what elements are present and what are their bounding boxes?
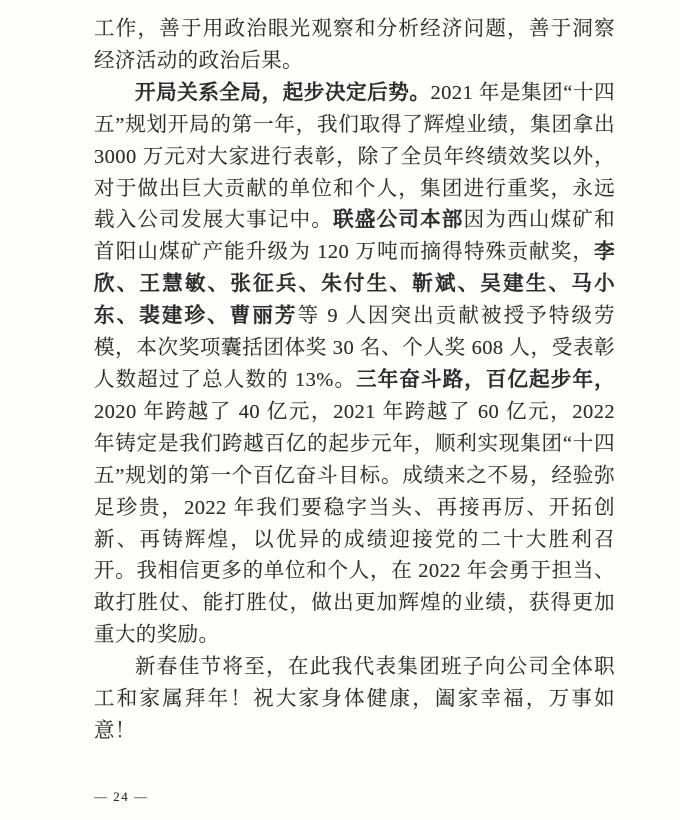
- text-segment: 因为西山煤矿和首阳山煤矿产能升级为 120 万吨而摘得特殊贡献奖，: [94, 209, 615, 264]
- text-segment: 2021 年是集团“十四五”规划开局的第一年，我们取得了辉煌业绩，集团拿出 3000 万元对大家进行表彰，除了全员年终绩效奖以外，对于做出巨大贡献的单位和个人，集团进行重奖，永远载入公司发展大事记中。: [94, 81, 615, 232]
- document-body: [94, 14, 615, 748]
- page-number: — 24 —: [94, 789, 149, 804]
- text-segment-bold-company: 联盛公司本部: [333, 209, 464, 232]
- text-segment-bold-names: 李欣、王慧敏、张征兵、朱付生、靳斌、吴建生、马小东、裴建珍、曹丽芳: [94, 241, 615, 328]
- text-segment: 新春佳节将至，在此我代表集团班子向公司全体职工和家属拜年！祝大家身体健康，阖家幸福，万事如意！: [94, 656, 615, 742]
- text-segment-bold-slogan: 三年奋斗路，百亿起步年，: [356, 368, 615, 391]
- text-segment: 等 9 人因突出贡献被授予特级劳模，本次奖项囊括团体奖 30 名、个人奖 608 人，受表彰人数超过了总人数的 13%。: [94, 305, 615, 391]
- paragraph-main: [94, 78, 615, 652]
- text-segment: 2020 年跨越了 40 亿元，2021 年跨越了 60 亿元，2022 年铸定是我们跨越百亿的起步元年，顺利实现集团“十四五”规划的第一个百亿奋斗目标。成绩来之不易，经验弥足珍贵，2022 年我们要稳字当头、再接再厉、开拓创新、再铸辉煌，以优异的成绩迎接党的二十大胜利召开。我相信更多的单位和个人，在 2022 年会勇于担当、敢打胜仗、能打胜仗，做出更加辉煌的业绩，获得更加重大的奖励。: [94, 400, 615, 647]
- text-segment-bold-lead: 开局关系全局，起步决定后势。: [135, 81, 431, 104]
- text-segment: 工作，善于用政治眼光观察和分析经济问题，善于洞察经济活动的政治后果。: [94, 18, 615, 72]
- paragraph-continuation: [94, 14, 615, 78]
- paragraph-greeting: [94, 652, 615, 748]
